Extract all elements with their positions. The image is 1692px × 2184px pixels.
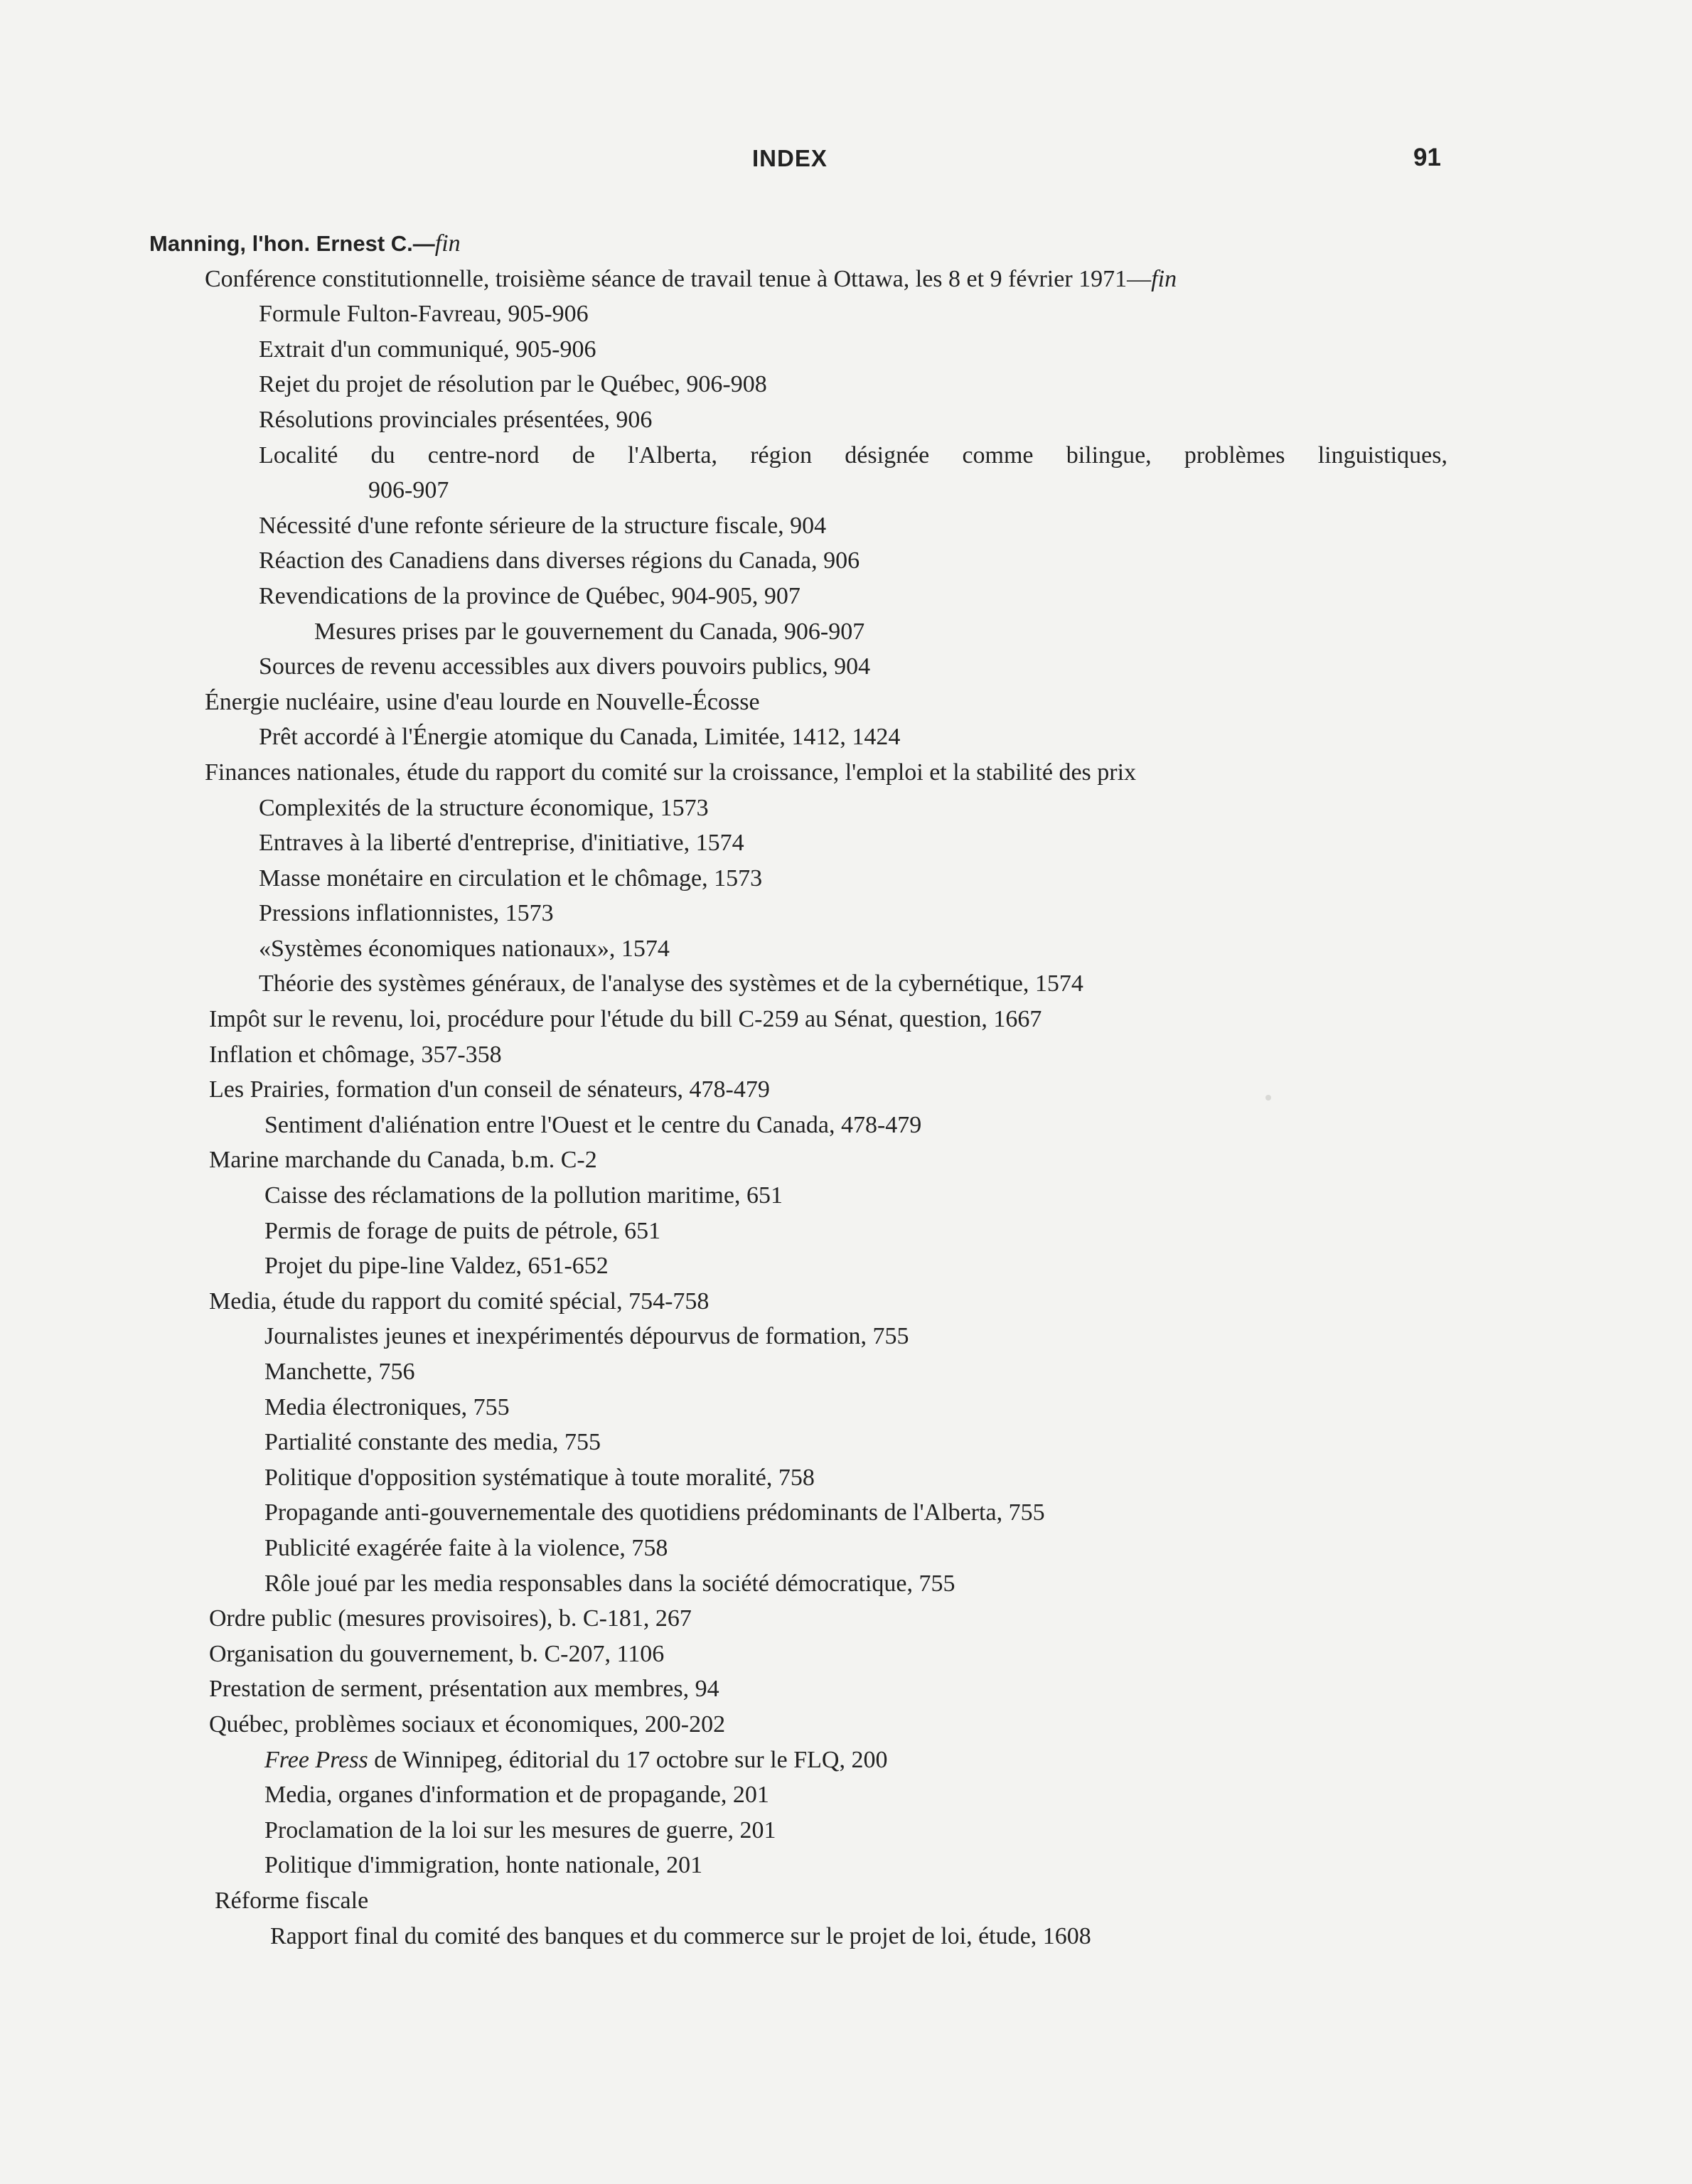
index-entry: Prestation de serment, présentation aux membres, 94 xyxy=(209,1676,719,1703)
page-number: 91 xyxy=(1413,144,1441,171)
index-entry: Inflation et chômage, 357-358 xyxy=(209,1041,502,1068)
index-subentry: Pressions inflationnistes, 1573 xyxy=(259,900,554,927)
entry-italic-prefix: Free Press xyxy=(264,1746,368,1773)
index-subentry: Nécessité d'une refonte sérieure de la structure fiscale, 904 xyxy=(259,512,827,539)
index-subentry: Partialité constante des media, 755 xyxy=(264,1429,601,1456)
index-heading xyxy=(0,226,1692,262)
index-subentry: Complexités de la structure économique, 1573 xyxy=(259,794,709,821)
index-entry: Les Prairies, formation d'un conseil de sénateurs, 478-479 xyxy=(209,1076,770,1103)
index-subentry: Media, organes d'information et de propagande, 201 xyxy=(264,1782,769,1809)
index-subentry: Rapport final du comité des banques et du commerce sur le projet de loi, étude, 1608 xyxy=(270,1922,1091,1949)
index-subentry xyxy=(0,438,1692,473)
page-header xyxy=(0,139,1692,182)
entry-text: de Winnipeg, éditorial du 17 octobre sur le FLQ, 200 xyxy=(368,1746,888,1773)
index-entry: Énergie nucléaire, usine d'eau lourde en Nouvelle-Écosse xyxy=(205,688,760,715)
index-subentry: Entraves à la liberté d'entreprise, d'initiative, 1574 xyxy=(259,830,744,857)
index-subentry: Publicité exagérée faite à la violence, 758 xyxy=(264,1534,668,1561)
index-subentry: Extrait d'un communiqué, 905-906 xyxy=(259,336,596,363)
index-entry: Organisation du gouvernement, b. C-207, 1106 xyxy=(209,1640,665,1667)
entry-dash: — xyxy=(1127,265,1152,292)
entry-italic-suffix: fin xyxy=(1151,265,1177,292)
index-subentry: Formule Fulton-Favreau, 905-906 xyxy=(259,301,589,328)
index-subentry: Prêt accordé à l'Énergie atomique du Canada, Limitée, 1412, 1424 xyxy=(259,724,901,751)
entry-text: Localité du centre-nord de l'Alberta, région désignée comme bilingue, problèmes linguistiques, xyxy=(259,441,1447,469)
index-subentry: Journalistes jeunes et inexpérimentés dépourvus de formation, 755 xyxy=(264,1323,909,1350)
index-subentry xyxy=(0,1743,1692,1778)
index-subentry: Masse monétaire en circulation et le chômage, 1573 xyxy=(259,864,763,892)
entry-dash: — xyxy=(412,231,435,256)
index-list xyxy=(0,226,1692,1954)
index-subentry: Proclamation de la loi sur les mesures de guerre, 201 xyxy=(264,1816,776,1843)
index-subentry: Media électroniques, 755 xyxy=(264,1393,510,1420)
index-entry: Québec, problèmes sociaux et économiques, 200-202 xyxy=(209,1711,726,1738)
index-subentry-continuation: 906-907 xyxy=(368,477,449,504)
entry-text: Conférence constitutionnelle, troisième séance de travail tenue à Ottawa, les 8 et 9 février 1971 xyxy=(205,265,1128,292)
index-entry: Finances nationales, étude du rapport du comité sur la croissance, l'emploi et la stabilité des prix xyxy=(205,759,1137,786)
index-subentry: Caisse des réclamations de la pollution maritime, 651 xyxy=(264,1182,783,1209)
index-entry: Media, étude du rapport du comité spécial, 754-758 xyxy=(209,1288,710,1315)
index-subentry: Sentiment d'aliénation entre l'Ouest et le centre du Canada, 478-479 xyxy=(264,1111,922,1138)
index-entry xyxy=(0,262,1692,297)
index-subentry: Théorie des systèmes généraux, de l'analyse des systèmes et de la cybernétique, 1574 xyxy=(259,970,1083,997)
index-subentry: Manchette, 756 xyxy=(264,1359,415,1385)
index-sub-subentry: Mesures prises par le gouvernement du Canada, 906-907 xyxy=(314,618,865,645)
index-entry: Marine marchande du Canada, b.m. C-2 xyxy=(209,1147,597,1174)
index-entry: Réforme fiscale xyxy=(215,1887,369,1914)
running-header-title: INDEX xyxy=(752,145,828,171)
index-subentry: Revendications de la province de Québec, 904-905, 907 xyxy=(259,582,801,609)
index-subentry: Propagande anti-gouvernementale des quotidiens prédominants de l'Alberta, 755 xyxy=(264,1499,1045,1526)
index-subentry: Rejet du projet de résolution par le Québec, 906-908 xyxy=(259,371,767,398)
paper-speck xyxy=(1265,1095,1271,1101)
index-entry: Ordre public (mesures provisoires), b. C-181, 267 xyxy=(209,1605,692,1632)
index-subentry: Résolutions provinciales présentées, 906 xyxy=(259,406,653,433)
index-subentry: «Systèmes économiques nationaux», 1574 xyxy=(259,935,670,962)
index-subentry: Permis de forage de puits de pétrole, 651 xyxy=(264,1217,661,1244)
index-subentry: Projet du pipe-line Valdez, 651-652 xyxy=(264,1253,609,1280)
index-entry: Impôt sur le revenu, loi, procédure pour l'étude du bill C-259 au Sénat, question, 1667 xyxy=(209,1006,1042,1033)
index-subentry: Rôle joué par les media responsables dans la société démocratique, 755 xyxy=(264,1570,955,1597)
entry-italic-suffix: fin xyxy=(434,230,461,257)
index-subentry: Réaction des Canadiens dans diverses régions du Canada, 906 xyxy=(259,547,860,574)
index-subentry: Politique d'immigration, honte nationale, 201 xyxy=(264,1852,703,1879)
index-subentry: Sources de revenu accessibles aux divers pouvoirs publics, 904 xyxy=(259,653,871,680)
entry-text: Manning, l'hon. Ernest C. xyxy=(149,231,413,256)
index-subentry: Politique d'opposition systématique à toute moralité, 758 xyxy=(264,1464,815,1491)
